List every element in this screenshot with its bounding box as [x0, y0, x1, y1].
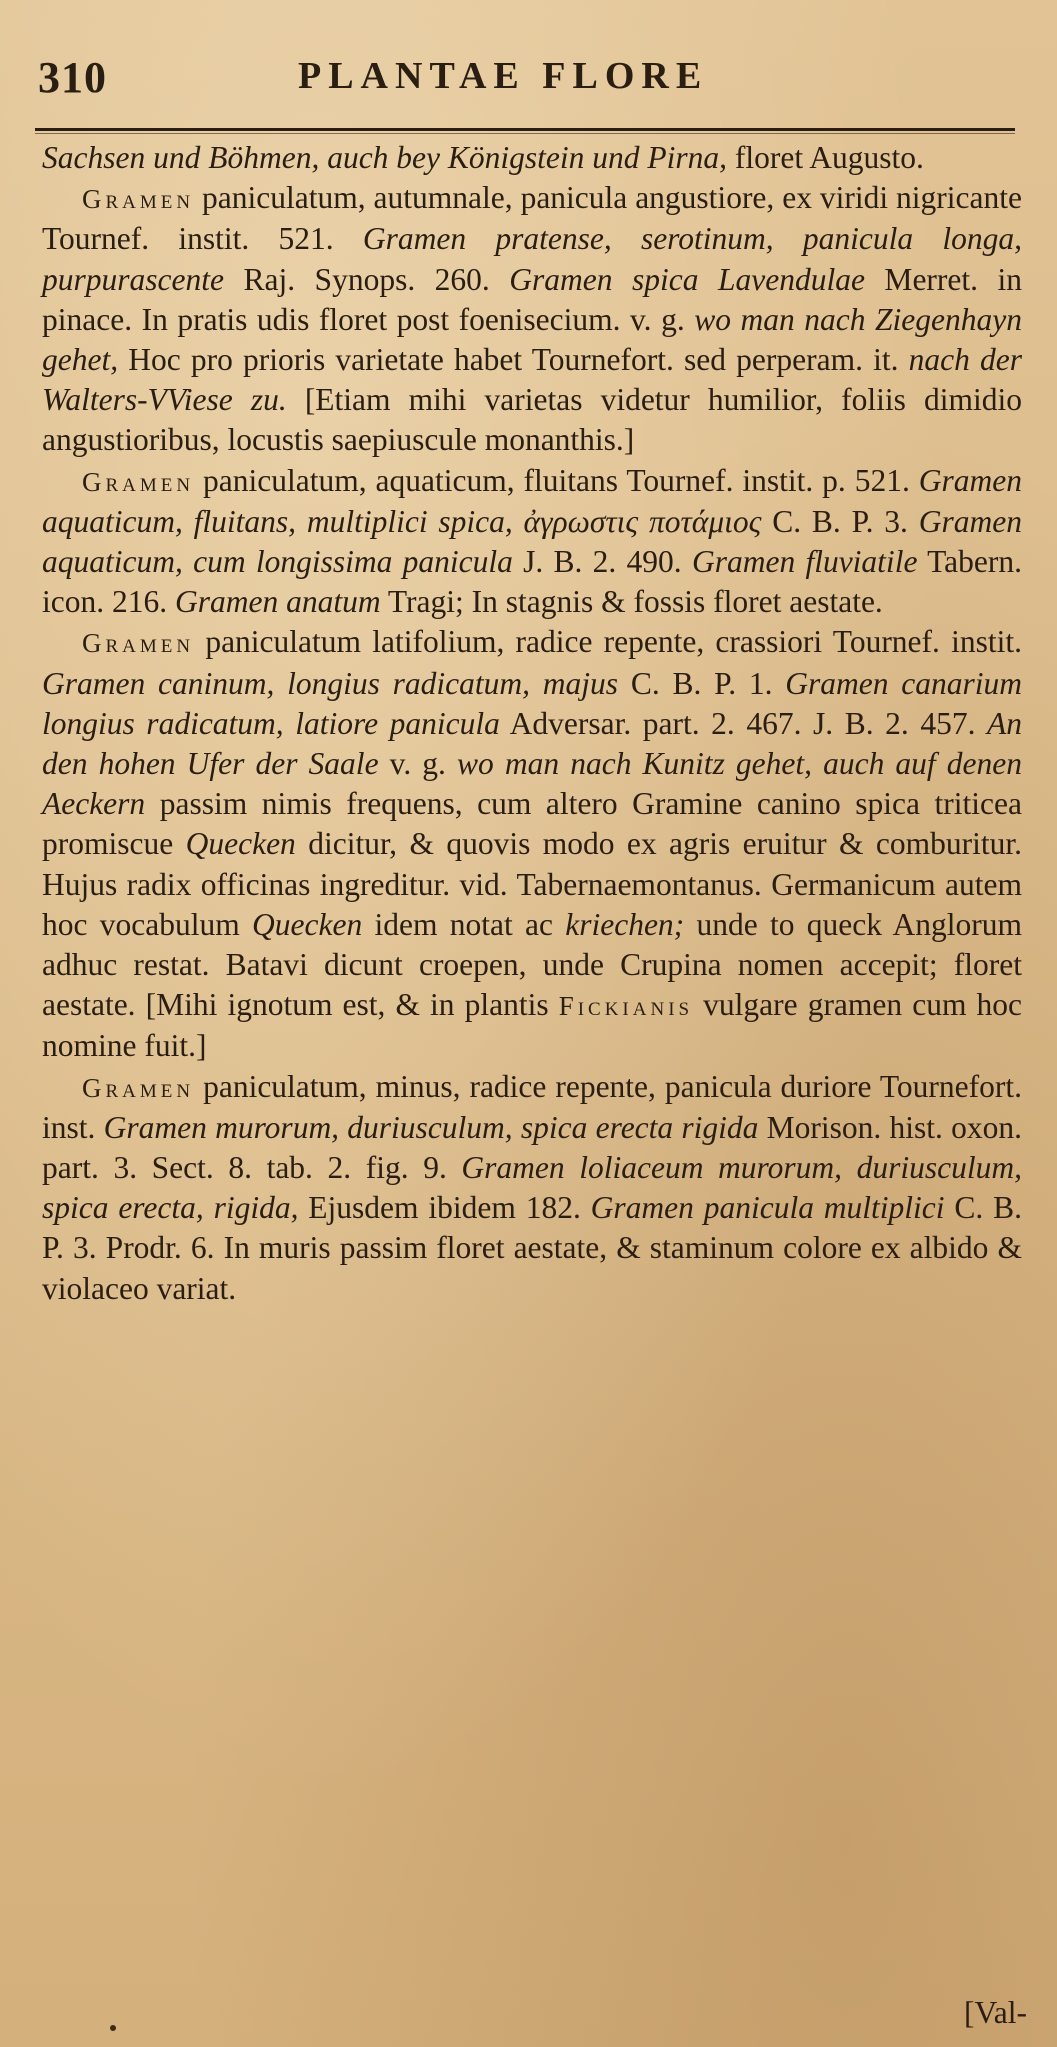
- paragraph-entry-4: [42, 1067, 1022, 1309]
- text: C. B. P. 3.: [761, 503, 919, 539]
- text-italic: Quecken: [252, 906, 363, 942]
- text: vulgare gramen cum hoc nomine fuit.]: [42, 987, 1022, 1064]
- text-italic: Gramen fluviatile: [691, 544, 918, 580]
- paragraph-intro: [42, 138, 1022, 178]
- text: Raj. Synops. 260.: [223, 261, 510, 297]
- text: Tabern. icon. 216.: [42, 544, 1022, 620]
- text-italic: Quecken: [185, 826, 296, 862]
- text-italic: Gramen loliaceum murorum, duriusculum, spica erecta, rigida,: [42, 1150, 1022, 1226]
- text-italic: Gramen caninum, longius radicatum, majus: [42, 665, 619, 701]
- text: Merret. in pinace. In pratis udis floret post foenisecium. v. g.: [42, 261, 1022, 337]
- text: dicitur, & quovis modo ex agris eruitur & comburitur. Hujus radix officinas ingreditur. vid. Tabernaemontanus. Germanicum autem hoc vocabulum: [42, 826, 1023, 942]
- text: floret Augusto.: [727, 140, 924, 175]
- text: passim nimis frequens, cum altero Gramine canino spica triticea promiscue: [42, 786, 1022, 862]
- text-italic: Gramen panicula multiplici: [590, 1190, 945, 1226]
- entry-term: Gramen: [82, 1072, 195, 1103]
- text: Ejusdem ibidem 182.: [298, 1190, 591, 1226]
- text-greek: ἀγρωστις ποτάμιος: [512, 503, 762, 539]
- text: Hoc pro prioris varietate habet Tournefort. sed perperam. it.: [118, 342, 909, 378]
- page-number: 310: [38, 53, 107, 102]
- text: paniculatum latifolium, radice repente, crassiori Tournef. instit.: [194, 624, 1022, 660]
- text-smallcaps: Fickianis: [558, 991, 694, 1022]
- text-italic: Gramen murorum, duriusculum, spica erecta rigida: [103, 1109, 759, 1145]
- page-header: [38, 52, 1018, 102]
- text: [Etiam mihi varietas videtur humilior, foliis dimidio angustioribus, locustis saepiuscule monanthis.]: [42, 382, 1022, 458]
- text-italic: kriechen;: [565, 906, 685, 942]
- text-italic: wo man nach Kunitz gehet, auch auf denen Aeckern: [42, 746, 1022, 822]
- header-rule-thin: [35, 133, 1015, 134]
- paragraph-entry-2: [42, 461, 1022, 623]
- text-italic: Gramen aquaticum, fluitans, multiplici spica,: [42, 462, 1022, 539]
- text: paniculatum, aquaticum, fluitans Tournef. instit. p. 521.: [194, 462, 919, 498]
- header-rule: [35, 128, 1015, 131]
- text-italic: wo man nach Ziegenhayn gehet,: [42, 301, 1022, 378]
- text-italic: Gramen anatum: [174, 584, 381, 620]
- text: Adversar. part. 2. 467. J. B. 2. 457.: [499, 705, 987, 741]
- text-italic: Gramen pratense, serotinum, panicula longa, purpurascente: [42, 221, 1022, 297]
- running-title: PLANTAE FLORE: [298, 55, 709, 97]
- text-italic: An den hohen Ufer der Saale: [42, 705, 1022, 782]
- text: C. B. P. 3. Prodr. 6. In muris passim floret aestate, & staminum colore ex albido & violaceo variat.: [42, 1190, 1022, 1306]
- text: paniculatum, minus, radice repente, panicula duriore Tournefort. inst.: [42, 1068, 1022, 1145]
- text: Tragi; In stagnis & fossis floret aestate.: [380, 584, 883, 620]
- text-italic: Gramen canarium longius radicatum, latiore panicula: [42, 665, 1022, 741]
- entry-term: Gramen: [82, 184, 195, 215]
- text-italic: Gramen spica Lavendulae: [509, 261, 865, 297]
- catchword: [Val-: [964, 1995, 1027, 2030]
- paragraph-entry-3: [42, 622, 1022, 1066]
- text: paniculatum, autumnale, panicula angustiore, ex viridi nigricante Tournef. instit. 521.: [42, 180, 1022, 257]
- text: J. B. 2. 490.: [512, 544, 692, 580]
- text: Morison. hist. oxon. part. 3. Sect. 8. tab. 2. fig. 9.: [42, 1109, 1022, 1186]
- entry-term: Gramen: [82, 466, 195, 497]
- paragraph-entry-1: [42, 178, 1022, 460]
- ink-spot: [110, 2025, 116, 2031]
- text: C. B. P. 1.: [618, 665, 786, 701]
- text-italic: nach der Walters-VViese zu.: [42, 342, 1022, 418]
- text: unde to queck Anglorum adhuc restat. Batavi dicunt croepen, unde Crupina nomen accepit; floret aestate. [Mihi ignotum est, & in plantis: [42, 906, 1022, 1023]
- body-text: [42, 138, 1022, 1309]
- text: v. g.: [378, 746, 458, 782]
- text: idem notat ac: [362, 906, 566, 942]
- text-italic: Sachsen und Böhmen, auch bey Königstein und Pirna,: [42, 140, 728, 175]
- entry-term: Gramen: [82, 628, 195, 659]
- text-italic: Gramen aquaticum, cum longissima panicula: [42, 503, 1022, 580]
